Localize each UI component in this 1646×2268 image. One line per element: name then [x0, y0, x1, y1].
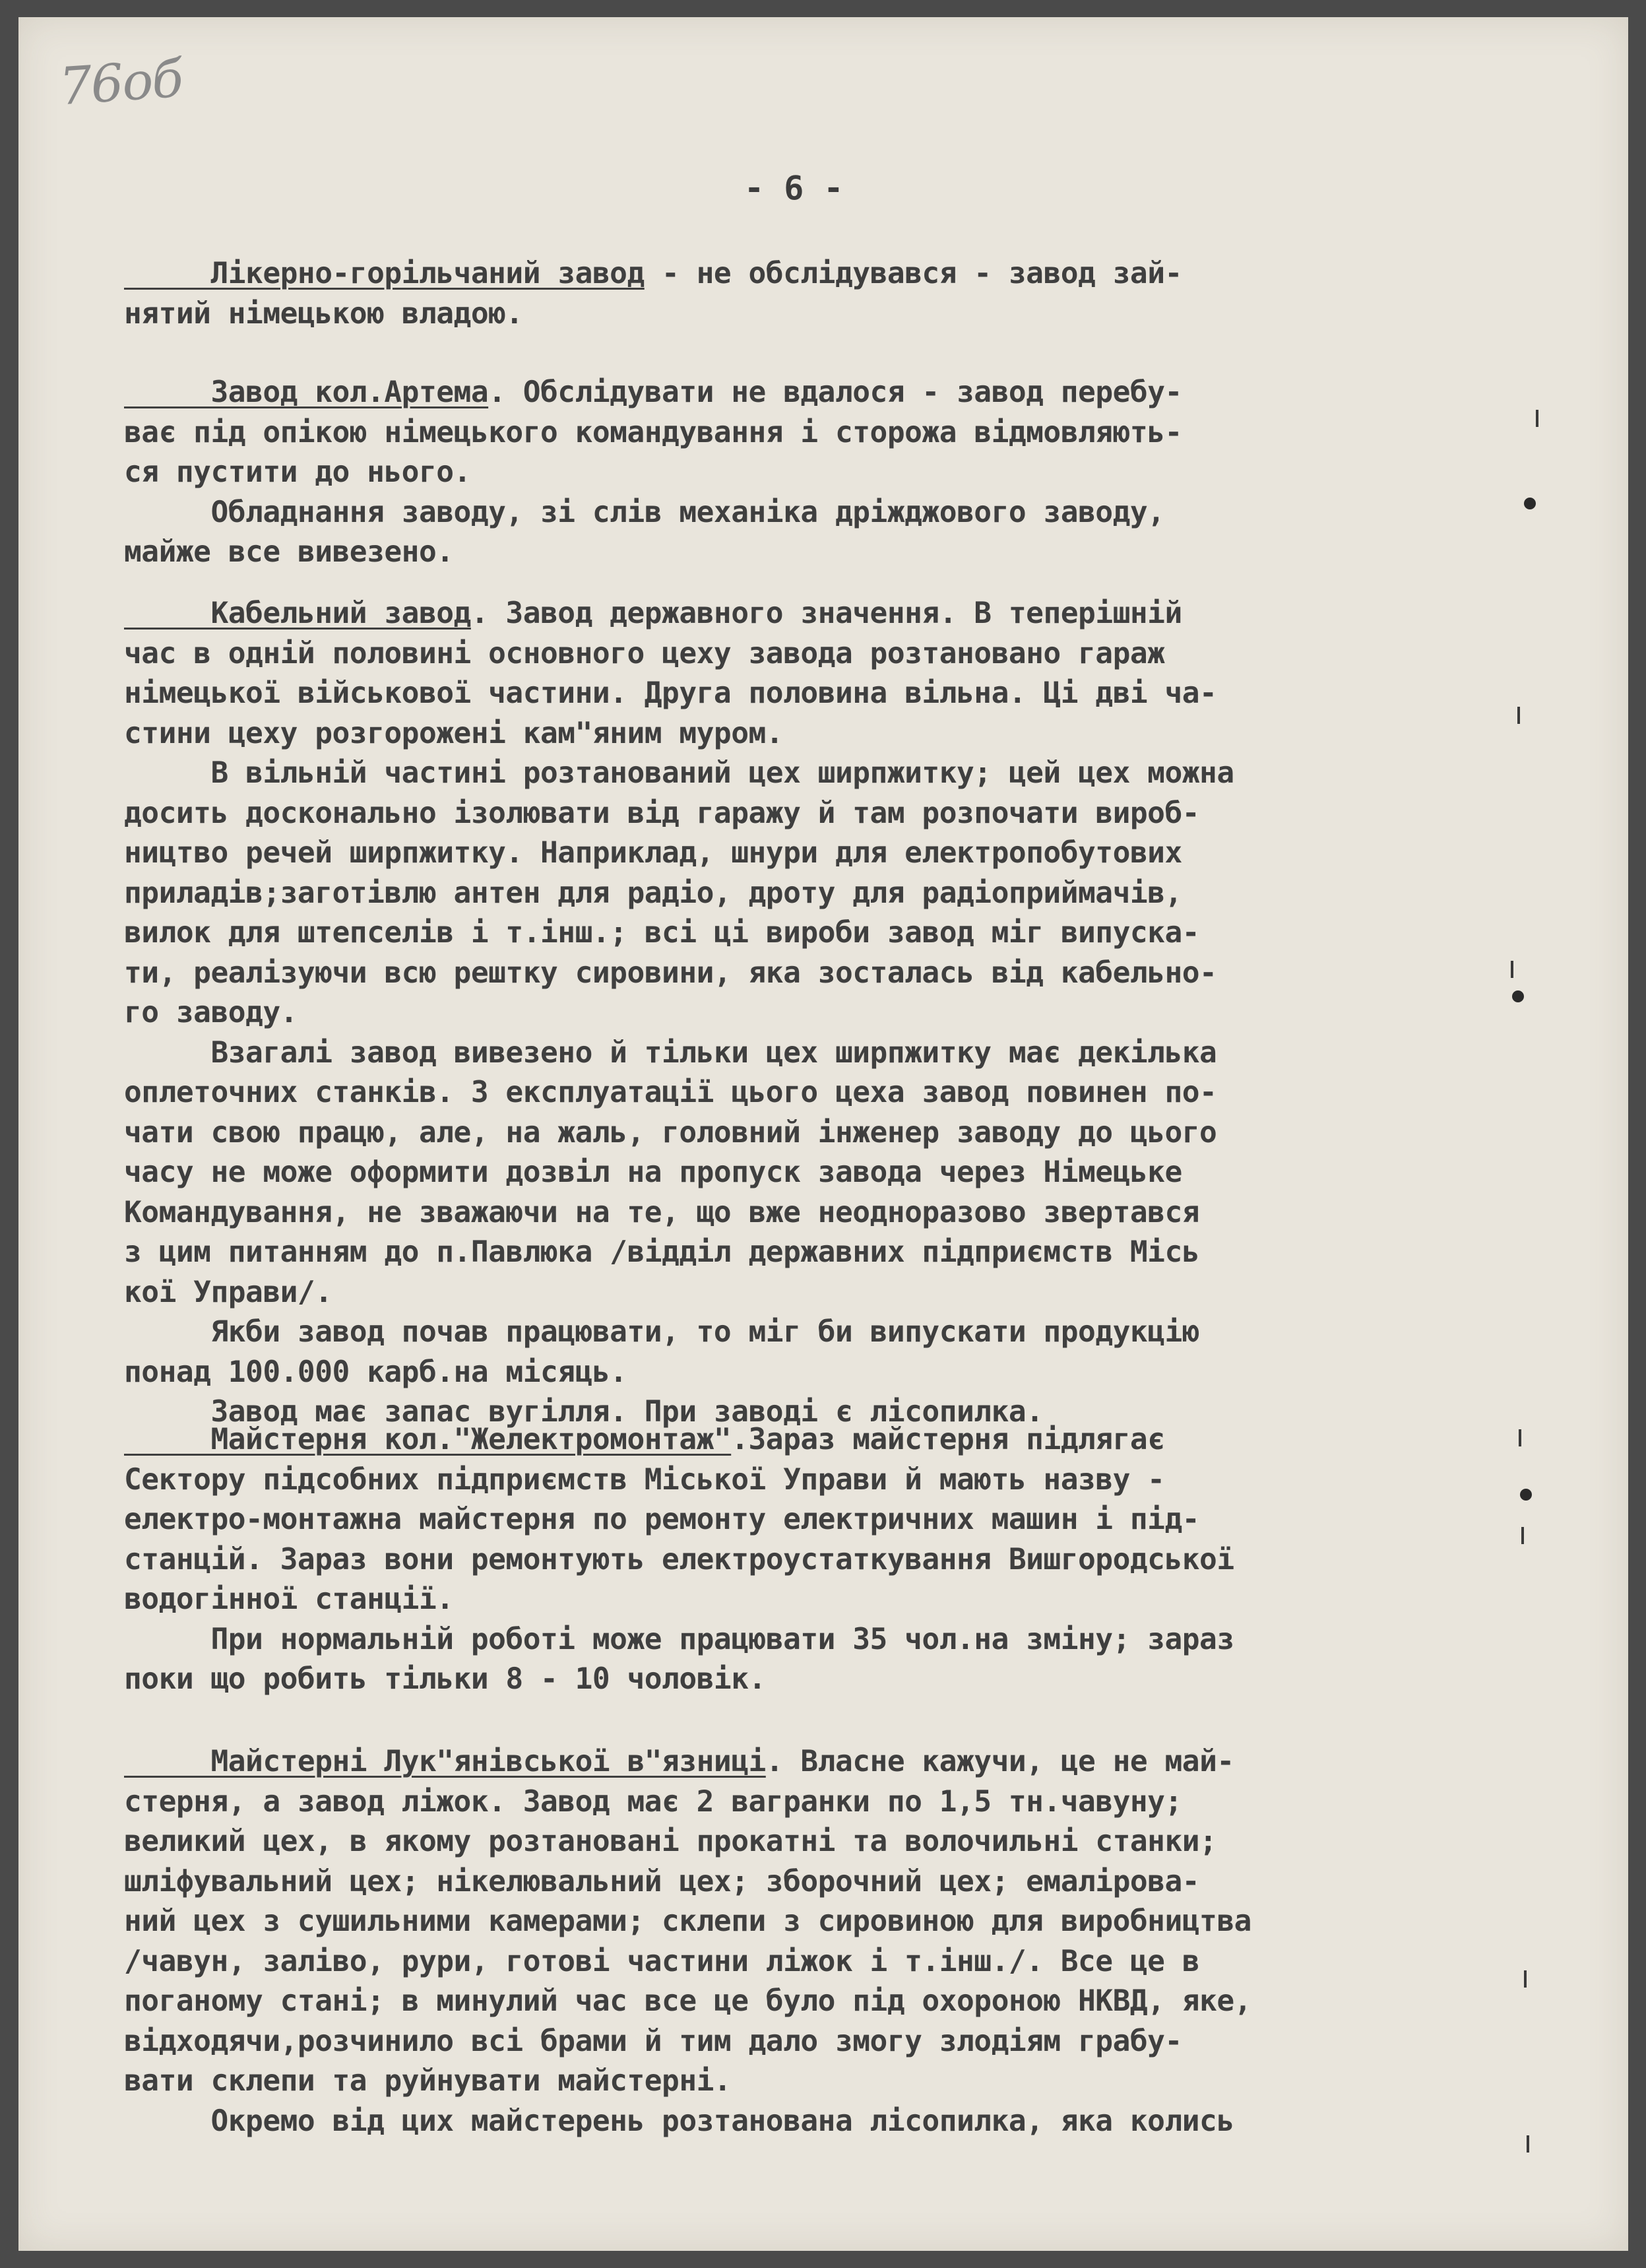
- line-text: . Обслідувати не вдалося - завод перебу-: [488, 375, 1182, 409]
- text-line: [124, 1033, 1417, 1074]
- text-line: [124, 254, 1417, 294]
- section-heading: Кабельний завод: [124, 597, 471, 630]
- binding-hole: [1512, 990, 1524, 1002]
- line-text: стерня, а завод ліжок. Завод має 2 вагранки по 1,5 тн.чавуну;: [124, 1784, 1182, 1819]
- binding-mark: [1536, 410, 1538, 427]
- text-line: [124, 1902, 1417, 1942]
- line-text: німецької військової частини. Друга половина вільна. Ці дві ча-: [124, 676, 1217, 710]
- section-heading: Майстерня кол."Желектромонтаж": [124, 1423, 732, 1456]
- text-line: [124, 294, 1417, 335]
- text-line: [124, 1660, 1417, 1700]
- text-line: [124, 1312, 1417, 1353]
- binding-mark: [1519, 1429, 1521, 1446]
- line-text: чати свою працю, але, на жаль, головний інженер заводу до цього: [124, 1115, 1217, 1150]
- text-line: [124, 1113, 1417, 1153]
- line-text: часу не може оформити дозвіл на пропуск завода через Німецьке: [124, 1155, 1182, 1189]
- text-line: [124, 954, 1417, 994]
- text-line: [124, 1233, 1417, 1273]
- binding-mark: [1517, 707, 1520, 724]
- paragraph-block: [124, 1420, 1417, 1700]
- text-line: [124, 1500, 1417, 1540]
- text-line: [124, 674, 1417, 714]
- line-text: Сектору підсобних підприємств Міської Управи й мають назву -: [124, 1462, 1165, 1497]
- line-text: Взагалі завод вивезено й тільки цех ширпжитку має декілька: [124, 1035, 1217, 1070]
- line-text: ся пустити до нього.: [124, 455, 471, 489]
- section-heading: Завод кол.Артема: [124, 375, 489, 409]
- text-line: [124, 1193, 1417, 1233]
- text-line: [124, 413, 1417, 453]
- text-line: [124, 1353, 1417, 1393]
- line-text: з цим питанням до п.Павлюка /відділ державних підприємств Місь: [124, 1235, 1200, 1269]
- line-text: досить досконально ізолювати від гаражу й там розпочати вироб-: [124, 796, 1200, 830]
- line-text: В вільній частині розтанований цех ширпжитку; цей цех можна: [124, 756, 1234, 790]
- line-text: електро-монтажна майстерня по ремонту електричних машин і під-: [124, 1503, 1200, 1536]
- line-text: поки що робить тільки 8 - 10 чоловік.: [124, 1662, 766, 1696]
- archive-number: 76об: [57, 49, 184, 117]
- text-line: [124, 913, 1417, 954]
- line-text: майже все вивезено.: [124, 535, 454, 569]
- line-text: поганому стані; в минулий час все це було під охороною НКВД, яке,: [124, 1984, 1251, 2018]
- section-heading: Лікерно-горільчаний завод: [124, 257, 645, 290]
- text-line: [124, 2061, 1417, 2102]
- paragraph-block: [124, 1742, 1417, 2141]
- text-line: [124, 1460, 1417, 1501]
- binding-mark: [1527, 2135, 1529, 2153]
- text-line: [124, 634, 1417, 674]
- text-line: [124, 453, 1417, 493]
- line-text: Окремо від цих майстерень розтанована лісопилка, яка колись: [124, 2104, 1234, 2138]
- paragraph-block: [124, 594, 1417, 1433]
- line-text: Завод має запас вугілля. При заводі є лісопилка.: [124, 1395, 1044, 1429]
- paragraph-block: [124, 254, 1417, 334]
- text-line: [124, 1982, 1417, 2022]
- text-line: [124, 1073, 1417, 1113]
- line-text: Командування, не зважаючи на те, що вже неодноразово звертався: [124, 1195, 1200, 1229]
- line-text: кої Управи/.: [124, 1275, 332, 1309]
- line-text: оплеточних станків. З експлуатації цього цеха завод повинен по-: [124, 1076, 1217, 1109]
- text-line: [124, 1273, 1417, 1313]
- section-heading: Майстерні Лук"янівської в"язниці: [124, 1745, 766, 1778]
- text-line: [124, 1620, 1417, 1660]
- line-text: час в одній половині основного цеху завода розтановано гараж: [124, 636, 1165, 670]
- text-line: [124, 1420, 1417, 1460]
- line-text: . Завод державного значення. В теперішній: [470, 597, 1182, 630]
- line-text: ти, реалізуючи всю рештку сировини, яка зосталась від кабельно-: [124, 956, 1217, 990]
- binding-mark: [1511, 961, 1513, 978]
- binding-mark: [1524, 1970, 1527, 1988]
- line-text: стини цеху розгорожені кам"яним муром.: [124, 716, 784, 750]
- text-line: [124, 533, 1417, 573]
- line-text: го заводу.: [124, 996, 298, 1029]
- line-text: ває під опікою німецького командування і сторожа відмовляють-: [124, 415, 1182, 449]
- line-text: .Зараз майстерня підлягає: [731, 1423, 1165, 1456]
- line-text: понад 100.000 карб.на місяць.: [124, 1355, 627, 1389]
- line-text: ний цех з сушильними камерами; склепи з сировиною для виробництва: [124, 1904, 1251, 1938]
- text-line: [124, 833, 1417, 874]
- text-line: [124, 493, 1417, 533]
- line-text: вати склепи та руйнувати майстерні.: [124, 2064, 732, 2098]
- line-text: - не обслідувався - завод зай-: [644, 257, 1182, 290]
- text-line: [124, 1153, 1417, 1193]
- text-line: [124, 874, 1417, 914]
- text-line: [124, 2022, 1417, 2062]
- binding-hole: [1524, 498, 1536, 509]
- text-line: [124, 2102, 1417, 2142]
- binding-mark: [1521, 1527, 1524, 1544]
- line-text: приладів;заготівлю антен для радіо, дроту для радіоприймачів,: [124, 876, 1182, 910]
- text-line: [124, 993, 1417, 1033]
- line-text: Обладнання заводу, зі слів механіка дріжджового заводу,: [124, 495, 1165, 529]
- text-line: [124, 714, 1417, 754]
- text-line: [124, 1782, 1417, 1823]
- text-line: [124, 1742, 1417, 1782]
- text-line: [124, 1942, 1417, 1982]
- text-line: [124, 1862, 1417, 1902]
- text-line: [124, 1580, 1417, 1620]
- line-text: шліфувальний цех; нікелювальний цех; зборочний цех; емалірова-: [124, 1864, 1200, 1898]
- page-number: - 6 -: [744, 169, 844, 207]
- text-line: [124, 754, 1417, 794]
- line-text: нятий німецькою владою.: [124, 296, 523, 331]
- text-line: [124, 1822, 1417, 1862]
- document-page: [18, 17, 1628, 2251]
- line-text: /чавун, заліво, рури, готові частини ліжок і т.інш./. Все це в: [124, 1944, 1200, 1978]
- text-line: [124, 1540, 1417, 1580]
- text-line: [124, 794, 1417, 834]
- paragraph-block: [124, 373, 1417, 573]
- line-text: станцій. Зараз вони ремонтують електроустаткування Вишгородської: [124, 1542, 1234, 1576]
- text-line: [124, 373, 1417, 413]
- text-line: [124, 594, 1417, 634]
- binding-hole: [1520, 1489, 1532, 1501]
- line-text: вилок для штепселів і т.інш.; всі ці вироби завод міг випуска-: [124, 916, 1200, 950]
- line-text: Якби завод почав працювати, то міг би випускати продукцію: [124, 1315, 1200, 1349]
- line-text: ництво речей ширпжитку. Наприклад, шнури для електропобутових: [124, 836, 1182, 870]
- line-text: . Власне кажучи, це не май-: [765, 1745, 1234, 1778]
- line-text: водогінної станції.: [124, 1582, 454, 1616]
- line-text: відходячи,розчинило всі брами й тим дало змогу злодіям грабу-: [124, 2024, 1182, 2058]
- line-text: При нормальній роботі може працювати 35 чол.на зміну; зараз: [124, 1622, 1234, 1656]
- line-text: великий цех, в якому розтановані прокатні та волочильні станки;: [124, 1825, 1217, 1858]
